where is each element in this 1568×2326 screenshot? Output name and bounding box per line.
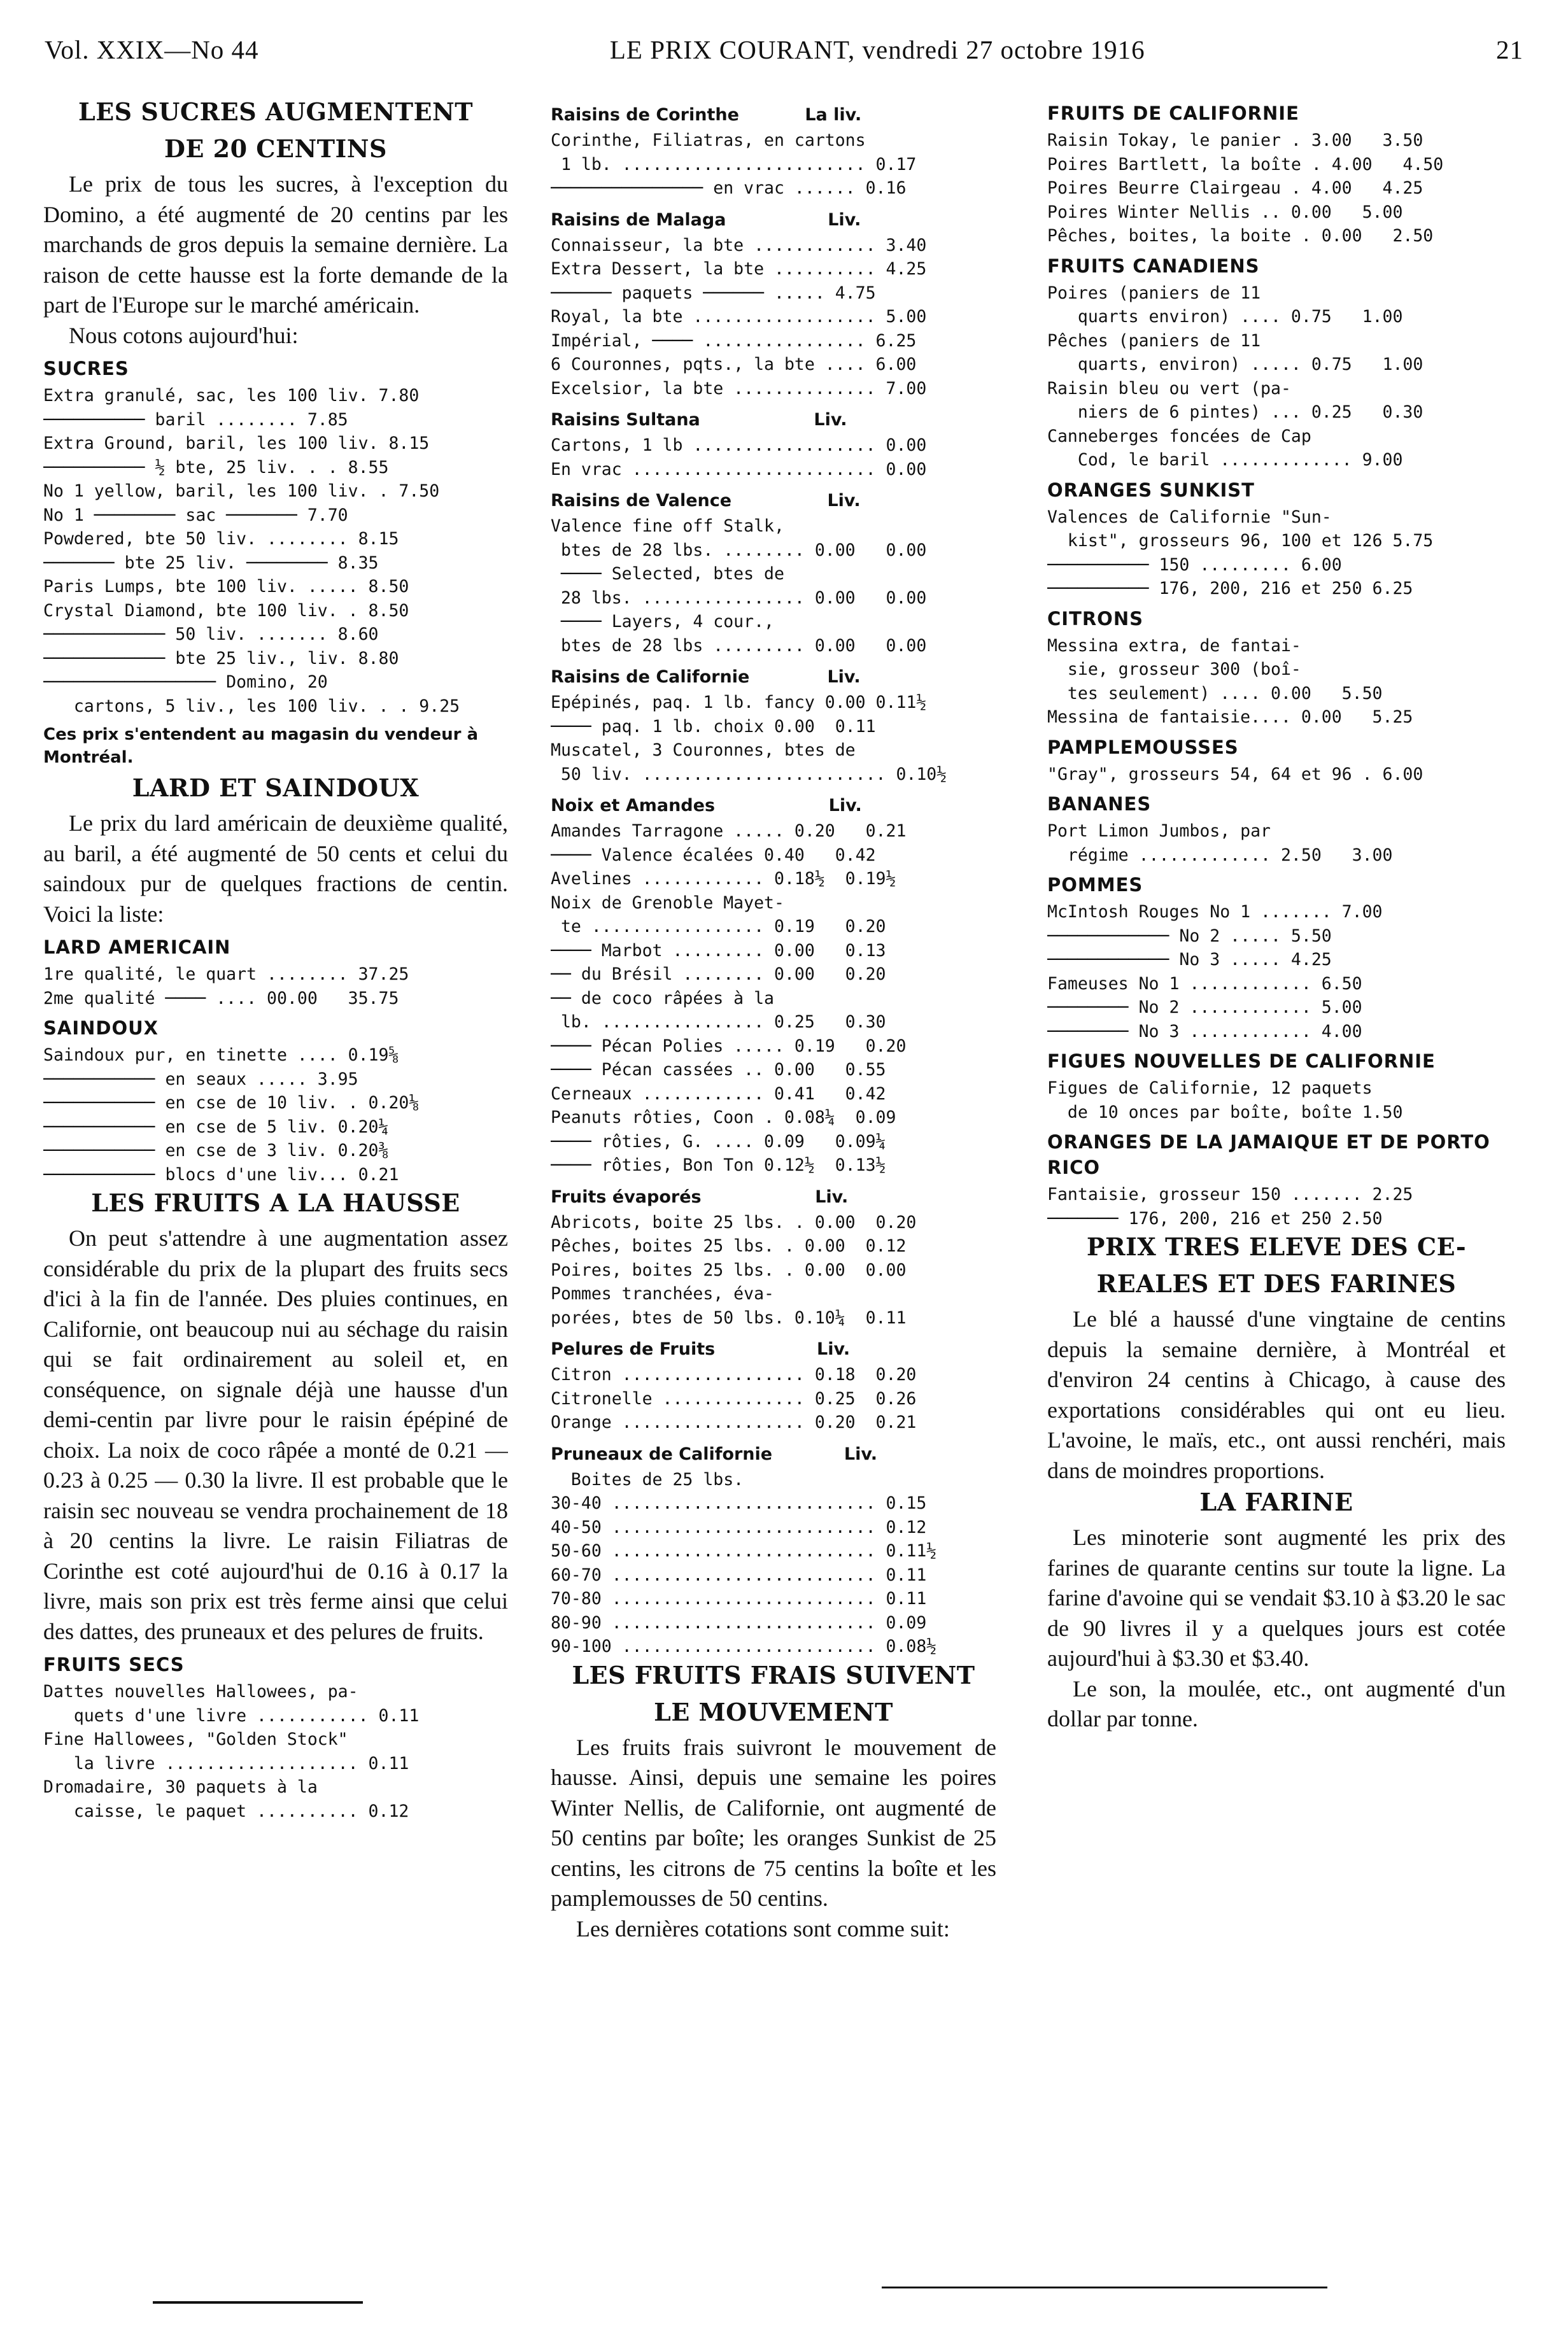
price-section-heading: BANANES xyxy=(1047,793,1152,815)
price-table-heading: Fruits évaporés Liv. xyxy=(551,1187,849,1207)
price-line: Cartons, 1 lb .................. 0.00 xyxy=(551,435,927,455)
article-paragraph: Les fruits frais suivront le mouvement de hausse. Ainsi, depuis une semaine les poires Winter Nellis, de Californie, ont augmenté de 50 centins par boîte; les oranges Sunkist de 25 centins, les citrons de 75 centins la boîte et les pamplemousses de 50 centins. xyxy=(551,1734,996,1911)
price-line: quarts, environ) ..... 0.75 1.00 xyxy=(1047,355,1423,374)
price-line: McIntosh Rouges No 1 ....... 7.00 xyxy=(1047,902,1383,922)
price-line: cartons, 5 liv., les 100 liv. . . 9.25 xyxy=(43,696,460,716)
price-line: Poires (paniers de 11 xyxy=(1047,283,1261,303)
price-line: Paris Lumps, bte 100 liv. ..... 8.50 xyxy=(43,577,409,596)
article-paragraph: Le son, la moulée, etc., ont augmenté d'un dollar par tonne. xyxy=(1047,1675,1506,1731)
price-line: quets d'une livre ........... 0.11 xyxy=(43,1705,420,1726)
price-line: lb. ................ 0.25 0.30 xyxy=(551,1012,886,1032)
price-line: ────────── ½ bte, 25 liv. . . 8.55 xyxy=(43,457,389,477)
price-line: Peanuts rôties, Coon . 0.08¼ 0.09 xyxy=(551,1108,896,1127)
price-table-heading: Noix et Amandes Liv. xyxy=(551,796,862,815)
price-line: Pêches, boites 25 lbs. . 0.00 0.12 xyxy=(551,1236,907,1256)
price-line: 50-60 .......................... 0.11½ xyxy=(551,1541,937,1561)
price-line: Extra Dessert, la bte .......... 4.25 xyxy=(551,259,927,279)
price-line: Messina de fantaisie.... 0.00 5.25 xyxy=(1047,707,1413,727)
price-line: 30-40 .......................... 0.15 xyxy=(551,1493,927,1513)
price-section-heading: LARD AMERICAIN xyxy=(43,936,231,958)
price-line: 1 lb. ........................ 0.17 xyxy=(551,154,917,174)
price-line: 90-100 ......................... 0.08½ xyxy=(551,1637,937,1656)
price-section-heading: POMMES xyxy=(1047,874,1143,896)
price-line: ─────────── blocs d'une liv... 0.21 xyxy=(43,1164,399,1185)
price-table-heading: Raisins de Malaga Liv. xyxy=(551,209,861,230)
price-line: Poires, boites 25 lbs. . 0.00 0.00 xyxy=(551,1260,907,1280)
price-line: caisse, le paquet .......... 0.12 xyxy=(43,1801,409,1821)
price-line: Raisin Tokay, le panier . 3.00 3.50 xyxy=(1047,130,1423,150)
price-line: Dattes nouvelles Hallowees, pa- xyxy=(43,1682,358,1702)
price-line: niers de 6 pintes) ... 0.25 0.30 xyxy=(1047,402,1423,422)
price-line: Amandes Tarragone ..... 0.20 0.21 xyxy=(551,821,907,841)
price-line: ──────── No 2 ............ 5.00 xyxy=(1047,997,1362,1017)
price-line: Cerneaux ............ 0.41 0.42 xyxy=(551,1083,886,1104)
price-line: btes de 28 lbs ......... 0.00 0.00 xyxy=(551,635,927,656)
price-line: Fine Hallowees, "Golden Stock" xyxy=(43,1730,348,1749)
price-line: ──────────── 50 liv. ....... 8.60 xyxy=(43,624,379,644)
price-line: ──── Marbot ......... 0.00 0.13 xyxy=(551,940,886,961)
price-section-heading: FRUITS CANADIENS xyxy=(1047,255,1260,277)
price-line: tes seulement) .... 0.00 5.50 xyxy=(1047,683,1383,703)
price-line: quarts environ) .... 0.75 1.00 xyxy=(1047,307,1403,327)
headline: LARD ET SAINDOUX xyxy=(132,773,420,802)
column-middle xyxy=(551,95,996,1944)
article-paragraph: Le blé a haussé d'une vingtaine de centins depuis la semaine dernière, à Montréal et d'environ 24 centins à Chicago, à cause des exportations considérables qui ont eu lieu. L'avoine, le maïs, etc., ont aussi renchéri, mais dans de moindres proportions. xyxy=(1047,1306,1506,1483)
price-line: ──── Pécan cassées .. 0.00 0.55 xyxy=(551,1060,886,1080)
price-section-heading: SAINDOUX xyxy=(43,1017,159,1039)
price-line: 50 liv. ........................ 0.10½ xyxy=(551,764,947,784)
price-line: Royal, la bte .................. 5.00 xyxy=(551,307,927,327)
price-line: ──── rôties, Bon Ton 0.12½ 0.13½ xyxy=(551,1155,886,1175)
price-line: Poires Bartlett, la boîte . 4.00 4.50 xyxy=(1047,154,1444,174)
page-number: 21 xyxy=(1495,35,1523,64)
price-line: Noix de Grenoble Mayet- xyxy=(551,892,784,913)
price-line: 28 lbs. ................ 0.00 0.00 xyxy=(551,588,927,608)
price-line: 60-70 .......................... 0.11 xyxy=(551,1565,927,1585)
price-line: ──── Layers, 4 cour., xyxy=(551,612,774,631)
article-paragraph: Le prix du lard américain de deuxième qualité, au baril, a été augmenté de 50 cents et celui du saindoux pur de quelques fractions de centin. Voici la liste: xyxy=(43,810,508,927)
column-right xyxy=(1047,95,1506,1735)
price-line: ────────── 176, 200, 216 et 250 6.25 xyxy=(1047,579,1413,598)
price-line: Abricots, boite 25 lbs. . 0.00 0.20 xyxy=(551,1212,917,1232)
price-section-heading: CITRONS xyxy=(1047,607,1143,630)
price-line: Extra granulé, sac, les 100 liv. 7.80 xyxy=(43,386,420,405)
price-line: Dromadaire, 30 paquets à la xyxy=(43,1777,318,1797)
price-line: ─────── bte 25 liv. ──────── 8.35 xyxy=(43,553,379,573)
price-line: ──── Selected, btes de xyxy=(551,564,784,584)
price-line: ──────────── No 2 ..... 5.50 xyxy=(1047,926,1332,946)
price-line: 6 Couronnes, pqts., la bte .... 6.00 xyxy=(551,355,917,374)
price-line: Extra Ground, baril, les 100 liv. 8.15 xyxy=(43,433,430,453)
article-paragraph: Les dernières cotations sont comme suit: xyxy=(576,1915,950,1942)
price-line: 40-50 .......................... 0.12 xyxy=(551,1517,927,1537)
price-line: Fantaisie, grosseur 150 ....... 2.25 xyxy=(1047,1185,1413,1204)
price-section-heading: FIGUES NOUVELLES DE CALIFORNIE xyxy=(1047,1050,1436,1072)
price-line: Fameuses No 1 ............ 6.50 xyxy=(1047,973,1362,994)
price-line: Powdered, bte 50 liv. ........ 8.15 xyxy=(43,529,399,549)
price-line: Citron .................. 0.18 0.20 xyxy=(551,1365,917,1385)
price-table-heading: Raisins de Californie Liv. xyxy=(551,667,861,687)
price-line: Valences de Californie "Sun- xyxy=(1047,507,1332,527)
price-section-heading: FRUITS DE CALIFORNIE xyxy=(1047,102,1299,124)
headline: PRIX TRES ELEVE DES CE- xyxy=(1086,1232,1467,1261)
headline: LES SUCRES AUGMENTENT xyxy=(78,97,473,126)
price-section-heading: PAMPLEMOUSSES xyxy=(1047,736,1239,758)
price-line: la livre ................... 0.11 xyxy=(43,1753,409,1773)
price-table-heading: Raisins Sultana Liv. xyxy=(551,410,847,430)
price-line: Excelsior, la bte .............. 7.00 xyxy=(551,378,927,398)
price-line: sie, grosseur 300 (boî- xyxy=(1047,659,1301,679)
price-line: Poires Beurre Clairgeau . 4.00 4.25 xyxy=(1047,178,1423,198)
price-line: ──────────── No 3 ..... 4.25 xyxy=(1047,950,1332,969)
price-line: ── du Brésil ........ 0.00 0.20 xyxy=(551,964,886,984)
price-line: ──── paq. 1 lb. choix 0.00 0.11 xyxy=(551,716,876,737)
price-line: de 10 onces par boîte, boîte 1.50 xyxy=(1047,1102,1403,1122)
article-paragraph: On peut s'attendre à une augmentation assez considérable du prix de la plupart des fruits secs d'ici à la fin de l'année. Des pluies continues, en Californie, ont beaucoup nui au séchage du raisin qui se fait ordinairement au soleil et, en conséquence, on signale déjà une hausse d'un demi-centin par livre pour le raisin épépiné de choix. La noix de coco râpée a monté de 0.21 — 0.23 à 0.25 — 0.30 la livre. Il est probable que le raisin sec nouveau se vendra prochainement de 18 à 20 centins la livre. Le raisin Filiatras de Corinthe est coté aujourd'hui de 0.16 à 0.17 la livre, mais son prix est très ferme ainsi que celui des dattes, des pruneaux et des pelures de fruits. xyxy=(43,1225,508,1644)
price-line: No 1 yellow, baril, les 100 liv. . 7.50 xyxy=(43,481,440,501)
price-line: Orange .................. 0.20 0.21 xyxy=(551,1413,917,1432)
price-table-heading: Pelures de Fruits Liv. xyxy=(551,1339,851,1359)
price-line: 70-80 .......................... 0.11 xyxy=(551,1589,927,1609)
price-section-heading: FRUITS SECS xyxy=(43,1654,185,1675)
headline: LA FARINE xyxy=(1199,1488,1353,1516)
price-line: ─────────────── en vrac ...... 0.16 xyxy=(551,178,907,198)
price-line: ──────── No 3 ............ 4.00 xyxy=(1047,1021,1362,1041)
price-line: Canneberges foncées de Cap xyxy=(1047,426,1311,446)
price-line: Citronelle .............. 0.25 0.26 xyxy=(551,1388,917,1409)
price-line: 80-90 .......................... 0.09 xyxy=(551,1612,927,1633)
price-line: régime ............. 2.50 3.00 xyxy=(1047,845,1393,865)
price-line: Muscatel, 3 Couronnes, btes de xyxy=(551,740,856,760)
price-line: Crystal Diamond, bte 100 liv. . 8.50 xyxy=(43,600,409,621)
bottom-rule-left xyxy=(153,2301,363,2304)
price-line: btes de 28 lbs. ........ 0.00 0.00 xyxy=(551,540,927,560)
price-line: Port Limon Jumbos, par xyxy=(1047,821,1271,841)
article-paragraph: Nous cotons aujourd'hui: xyxy=(69,322,299,348)
price-table-heading: Pruneaux de Californie Liv. xyxy=(551,1444,878,1464)
price-line: ─────────── en cse de 10 liv. . 0.20⅛ xyxy=(43,1093,420,1113)
price-line: kist", grosseurs 96, 100 et 126 5.75 xyxy=(1047,531,1434,551)
headline: LE MOUVEMENT xyxy=(654,1697,893,1726)
price-line: Impérial, ──── ................ 6.25 xyxy=(551,330,917,351)
price-line: ───────────────── Domino, 20 xyxy=(43,672,328,692)
price-line: ─────── 176, 200, 216 et 250 2.50 xyxy=(1047,1208,1383,1229)
price-line: Pêches, boites, la boite . 0.00 2.50 xyxy=(1047,226,1434,246)
price-table-heading: Raisins de Valence Liv. xyxy=(551,491,861,511)
price-line: ────────── 150 ......... 6.00 xyxy=(1047,554,1342,575)
price-line: 1re qualité, le quart ........ 37.25 xyxy=(43,964,409,984)
price-line: ──── Pécan Polies ..... 0.19 0.20 xyxy=(551,1036,907,1056)
column-left xyxy=(43,95,508,1823)
price-line: ──────────── bte 25 liv., liv. 8.80 xyxy=(43,648,399,668)
running-head xyxy=(45,31,1523,69)
bottom-rule-right xyxy=(882,2287,1327,2288)
price-line: ── de coco râpées à la xyxy=(551,988,774,1008)
price-section-heading: SUCRES xyxy=(43,358,129,379)
headline: LES FRUITS A LA HAUSSE xyxy=(91,1188,460,1217)
price-line: ─────────── en seaux ..... 3.95 xyxy=(43,1069,358,1089)
price-line: ──── Valence écalées 0.40 0.42 xyxy=(551,845,876,865)
price-note: Ces prix s'entendent au magasin du vendeur à Montréal. xyxy=(43,725,479,767)
price-line: "Gray", grosseurs 54, 64 et 96 . 6.00 xyxy=(1047,764,1423,784)
price-line: En vrac ........................ 0.00 xyxy=(551,459,927,479)
headline: REALES ET DES FARINES xyxy=(1096,1269,1457,1298)
price-line: Cod, le baril ............. 9.00 xyxy=(1047,450,1403,470)
price-line: porées, btes de 50 lbs. 0.10¼ 0.11 xyxy=(551,1307,907,1328)
price-line: No 1 ──────── sac ─────── 7.70 xyxy=(43,505,348,525)
price-line: ────────── baril ........ 7.85 xyxy=(43,409,348,430)
volume-number: Vol. XXIX—No 44 xyxy=(45,35,259,64)
price-line: Boites de 25 lbs. xyxy=(551,1469,744,1490)
price-line: Pêches (paniers de 11 xyxy=(1047,330,1261,351)
price-table-heading: Raisins de Corinthe La liv. xyxy=(551,105,862,125)
price-line: Messina extra, de fantai- xyxy=(1047,635,1301,656)
price-line: Avelines ............ 0.18½ 0.19½ xyxy=(551,869,896,889)
price-line: Epépinés, paq. 1 lb. fancy 0.00 0.11½ xyxy=(551,693,927,712)
headline: LES FRUITS FRAIS SUIVENT xyxy=(572,1660,975,1689)
price-section-heading: ORANGES SUNKIST xyxy=(1047,479,1255,501)
price-line: 2me qualité ──── .... 00.00 35.75 xyxy=(43,988,399,1008)
headline: DE 20 CENTINS xyxy=(164,134,387,163)
price-line: Raisin bleu ou vert (pa- xyxy=(1047,378,1291,398)
price-line: te ................. 0.19 0.20 xyxy=(551,917,886,936)
price-line: ─────────── en cse de 5 liv. 0.20¼ xyxy=(43,1117,389,1137)
price-line: Figues de Californie, 12 paquets xyxy=(1047,1078,1373,1098)
price-line: Poires Winter Nellis .. 0.00 5.00 xyxy=(1047,202,1403,222)
price-line: ────── paquets ────── ..... 4.75 xyxy=(551,283,876,303)
price-section-heading: ORANGES DE LA JAMAIQUE ET DE PORTO RICO xyxy=(1047,1131,1490,1178)
price-line: Corinthe, Filiatras, en cartons xyxy=(551,130,866,150)
article-paragraph: Les minoterie sont augmenté les prix des farines de quarante centins sur toute la ligne. La farine d'avoine qui se vendait $3.10 à $3.20 le sac de 90 livres il y a quelques jours est cotée aujourd'hui à $3.30 et $3.40. xyxy=(1047,1525,1506,1671)
article-paragraph: Le prix de tous les sucres, à l'exception du Domino, a été augmenté de 20 centins par les marchands de gros depuis la semaine dernière. La raison de cette hausse est la forte demande de la part de l'Europe sur le marché américain. xyxy=(43,171,508,318)
price-line: ──── rôties, G. .... 0.09 0.09¼ xyxy=(551,1131,886,1152)
price-line: Valence fine off Stalk, xyxy=(551,516,784,536)
publication-date-line: LE PRIX COURANT, vendredi 27 octobre 1916 xyxy=(609,35,1145,64)
price-line: Connaisseur, la bte ............ 3.40 xyxy=(551,235,927,255)
price-line: Saindoux pur, en tinette .... 0.19⅝ xyxy=(43,1045,399,1065)
price-line: ─────────── en cse de 3 liv. 0.20⅜ xyxy=(43,1141,389,1160)
price-line: Pommes tranchées, éva- xyxy=(551,1284,774,1304)
